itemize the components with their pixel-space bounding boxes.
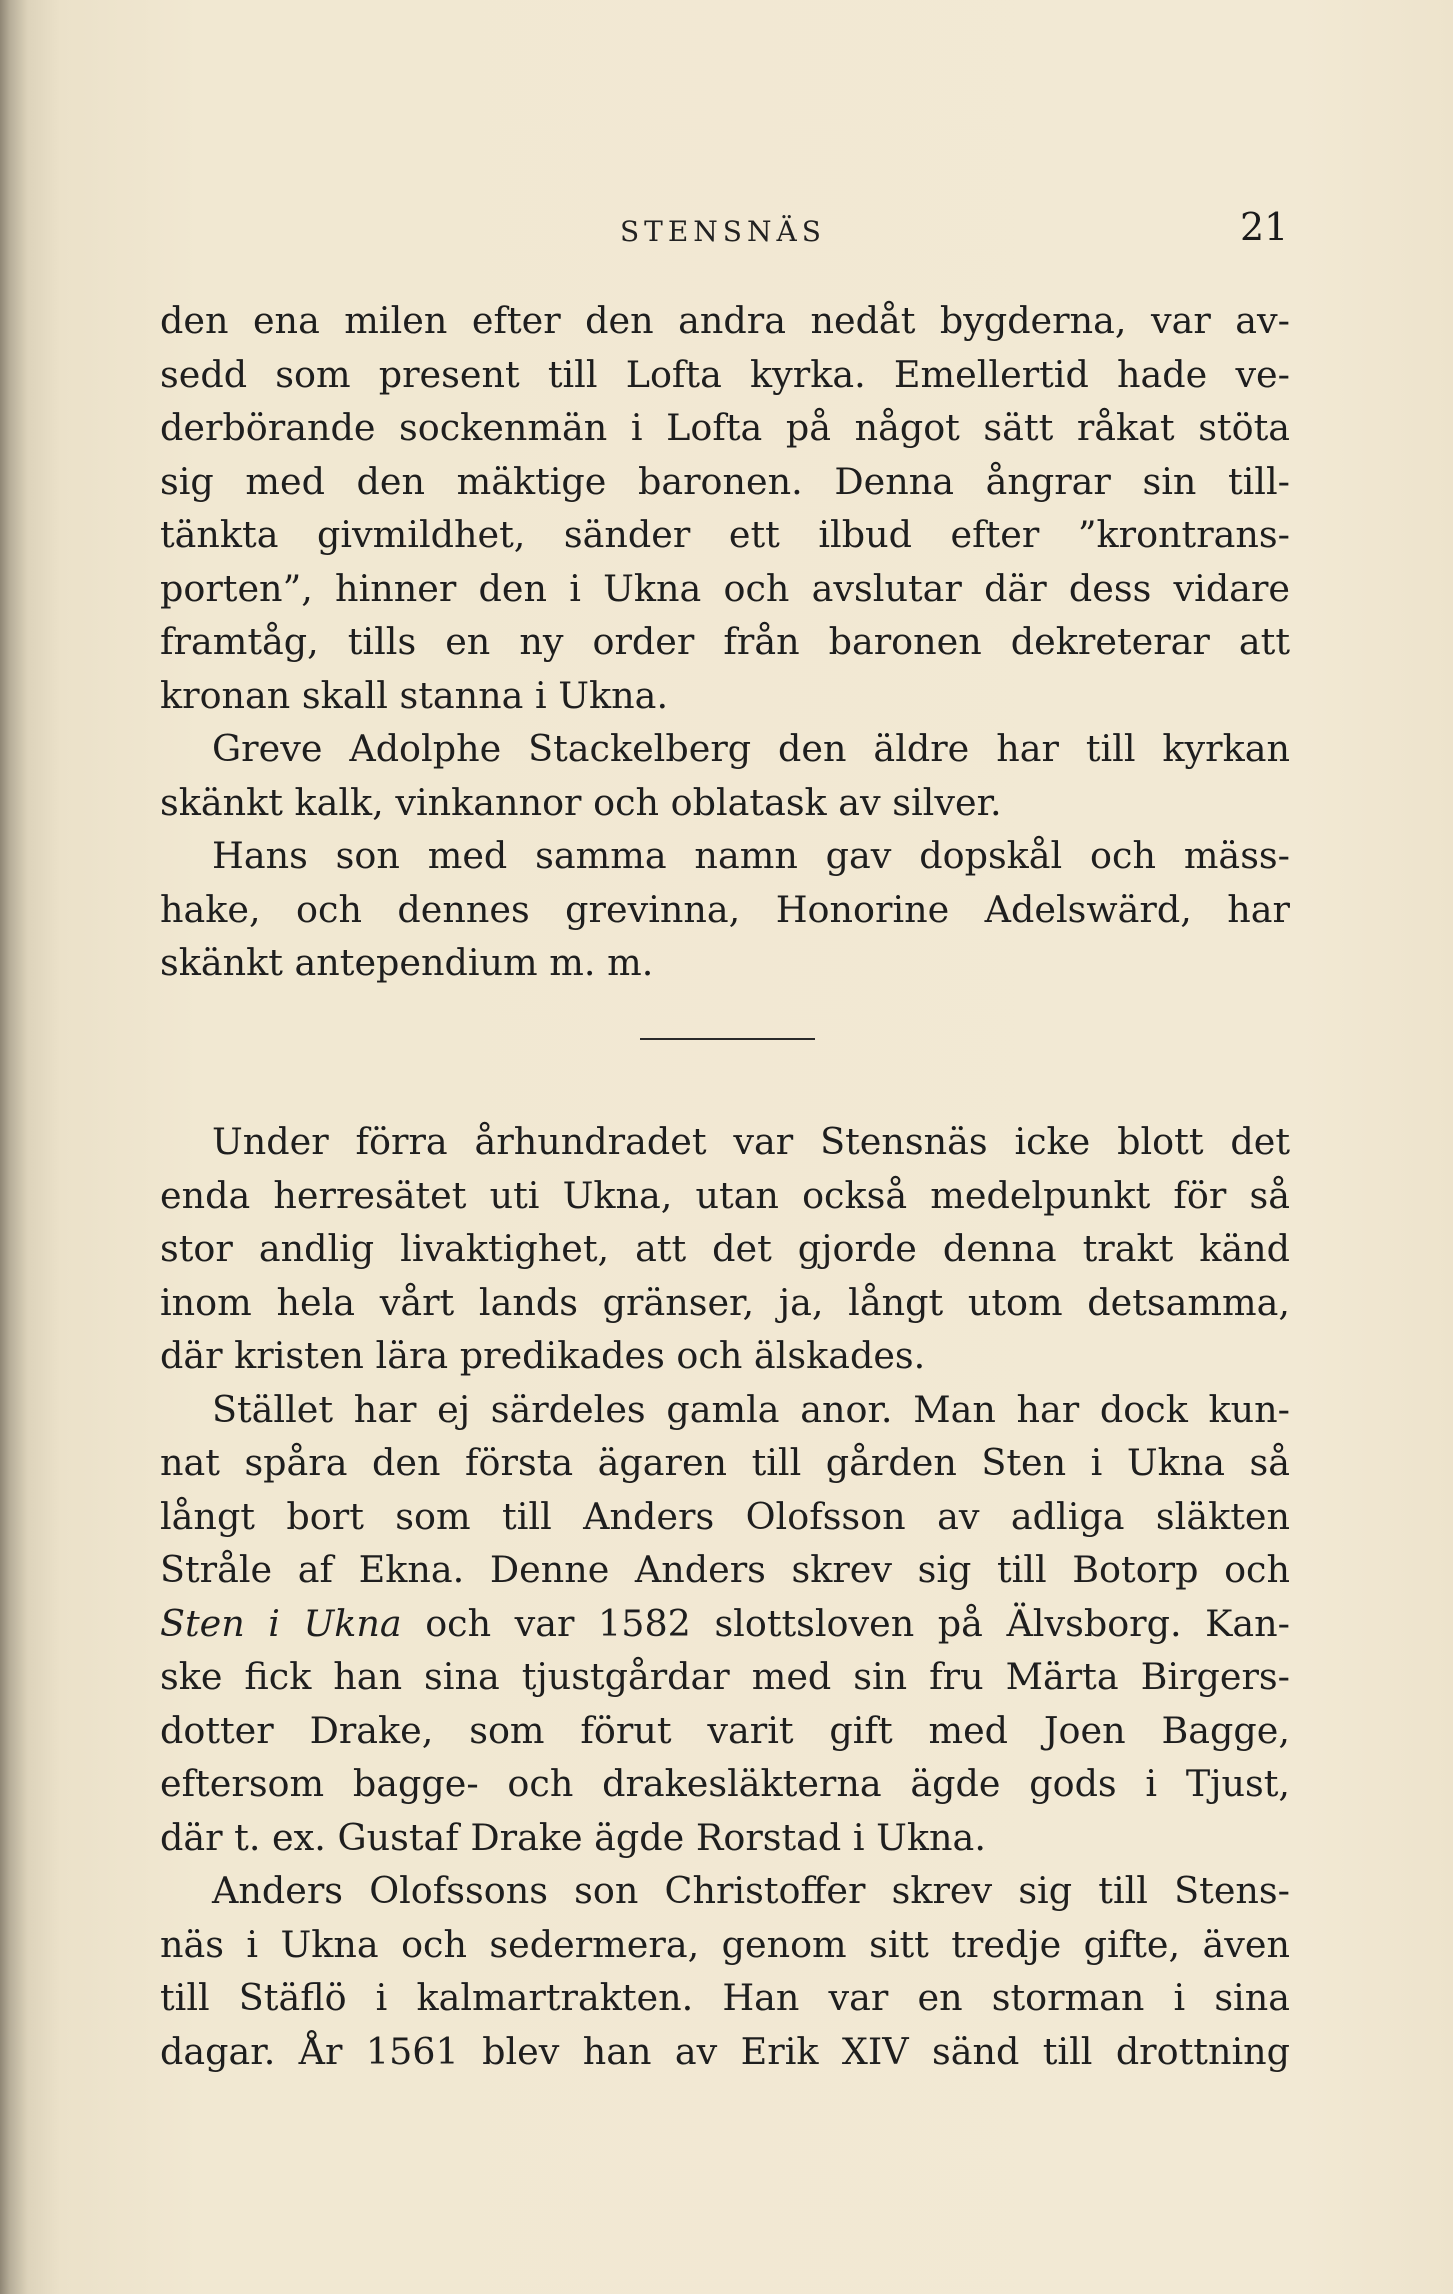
text-line: dagar. År 1561 blev han av Erik XIV sänd till drottning [160, 2029, 1290, 2073]
text-line: Stället har ej särdeles gamla anor. Man har dock kun- [212, 1387, 1290, 1431]
text-line-rest: och var 1582 slottsloven på Älvsborg. Kan- [425, 1601, 1290, 1645]
text-line-with-italic [160, 1597, 1290, 1651]
text-line: derbörande sockenmän i Lofta på något sätt råkat stöta [160, 406, 1290, 449]
text-line: den ena milen efter den andra nedåt bygderna, var av- [160, 299, 1290, 342]
text-line: ske fick han sina tjustgårdar med sin fru Märta Birgers- [160, 1655, 1290, 1698]
text-section-1 [160, 294, 1290, 990]
running-head [0, 205, 1453, 265]
text-line: nat spåra den första ägaren till gården Sten i Ukna så [160, 1441, 1290, 1484]
text-line: tänkta givmildhet, sänder ett ilbud efter ”krontrans- [160, 513, 1290, 556]
text-line: Under förra århundradet var Stensnäs icke blott det [212, 1120, 1290, 1163]
text-line: långt bort som till Anders Olofsson av adliga släkten [160, 1494, 1290, 1538]
text-line: näs i Ukna och sedermera, genom sitt tredje gifte, även [160, 1922, 1290, 1966]
text-line: kronan skall stanna i Ukna. [160, 673, 669, 717]
text-line: eftersom bagge- och drakesläkterna ägde gods i Tjust, [160, 1762, 1290, 1805]
text-line: sig med den mäktige baronen. Denna ångrar sin till- [160, 459, 1290, 503]
text-line: skänkt kalk, vinkannor och oblatask av silver. [160, 780, 1002, 824]
italic-phrase: Sten i Ukna [160, 1601, 402, 1645]
page-number: 21 [1240, 205, 1289, 249]
text-line: Hans son med samma namn gav dopskål och mäss- [212, 834, 1290, 877]
text-line: där t. ex. Gustaf Drake ägde Rorstad i Ukna. [160, 1815, 986, 1859]
text-line: där kristen lära predikades och älskades. [160, 1334, 926, 1377]
text-line: porten”, hinner den i Ukna och avslutar där dess vidare [160, 566, 1290, 610]
text-line: sedd som present till Lofta kyrka. Emellertid hade ve- [160, 352, 1290, 396]
text-line: hake, och dennes grevinna, Honorine Adelswärd, har [160, 887, 1290, 931]
text-line: Stråle af Ekna. Denne Anders skrev sig till Botorp och [160, 1548, 1290, 1591]
text-line: Greve Adolphe Stackelberg den äldre har till kyrkan [212, 727, 1290, 770]
text-line: Anders Olofssons son Christoffer skrev sig till Stens- [212, 1869, 1290, 1912]
running-title: STENSNÄS [620, 215, 826, 248]
text-line: framtåg, tills en ny order från baronen dekreterar att [160, 620, 1290, 663]
text-line: dotter Drake, som förut varit gift med Joen Bagge, [160, 1708, 1290, 1752]
text-line: enda herresätet uti Ukna, utan också medelpunkt för så [160, 1173, 1290, 1217]
text-line: inom hela vårt lands gränser, ja, långt utom detsamma, [160, 1280, 1290, 1324]
section-divider [640, 1038, 815, 1040]
text-line: till Stäflö i kalmartrakten. Han var en storman i sina [160, 1976, 1290, 2019]
text-line: skänkt antependium m. m. [160, 941, 654, 984]
text-line: stor andlig livaktighet, att det gjorde denna trakt känd [160, 1227, 1290, 1270]
text-section-2 [160, 1115, 1290, 2078]
